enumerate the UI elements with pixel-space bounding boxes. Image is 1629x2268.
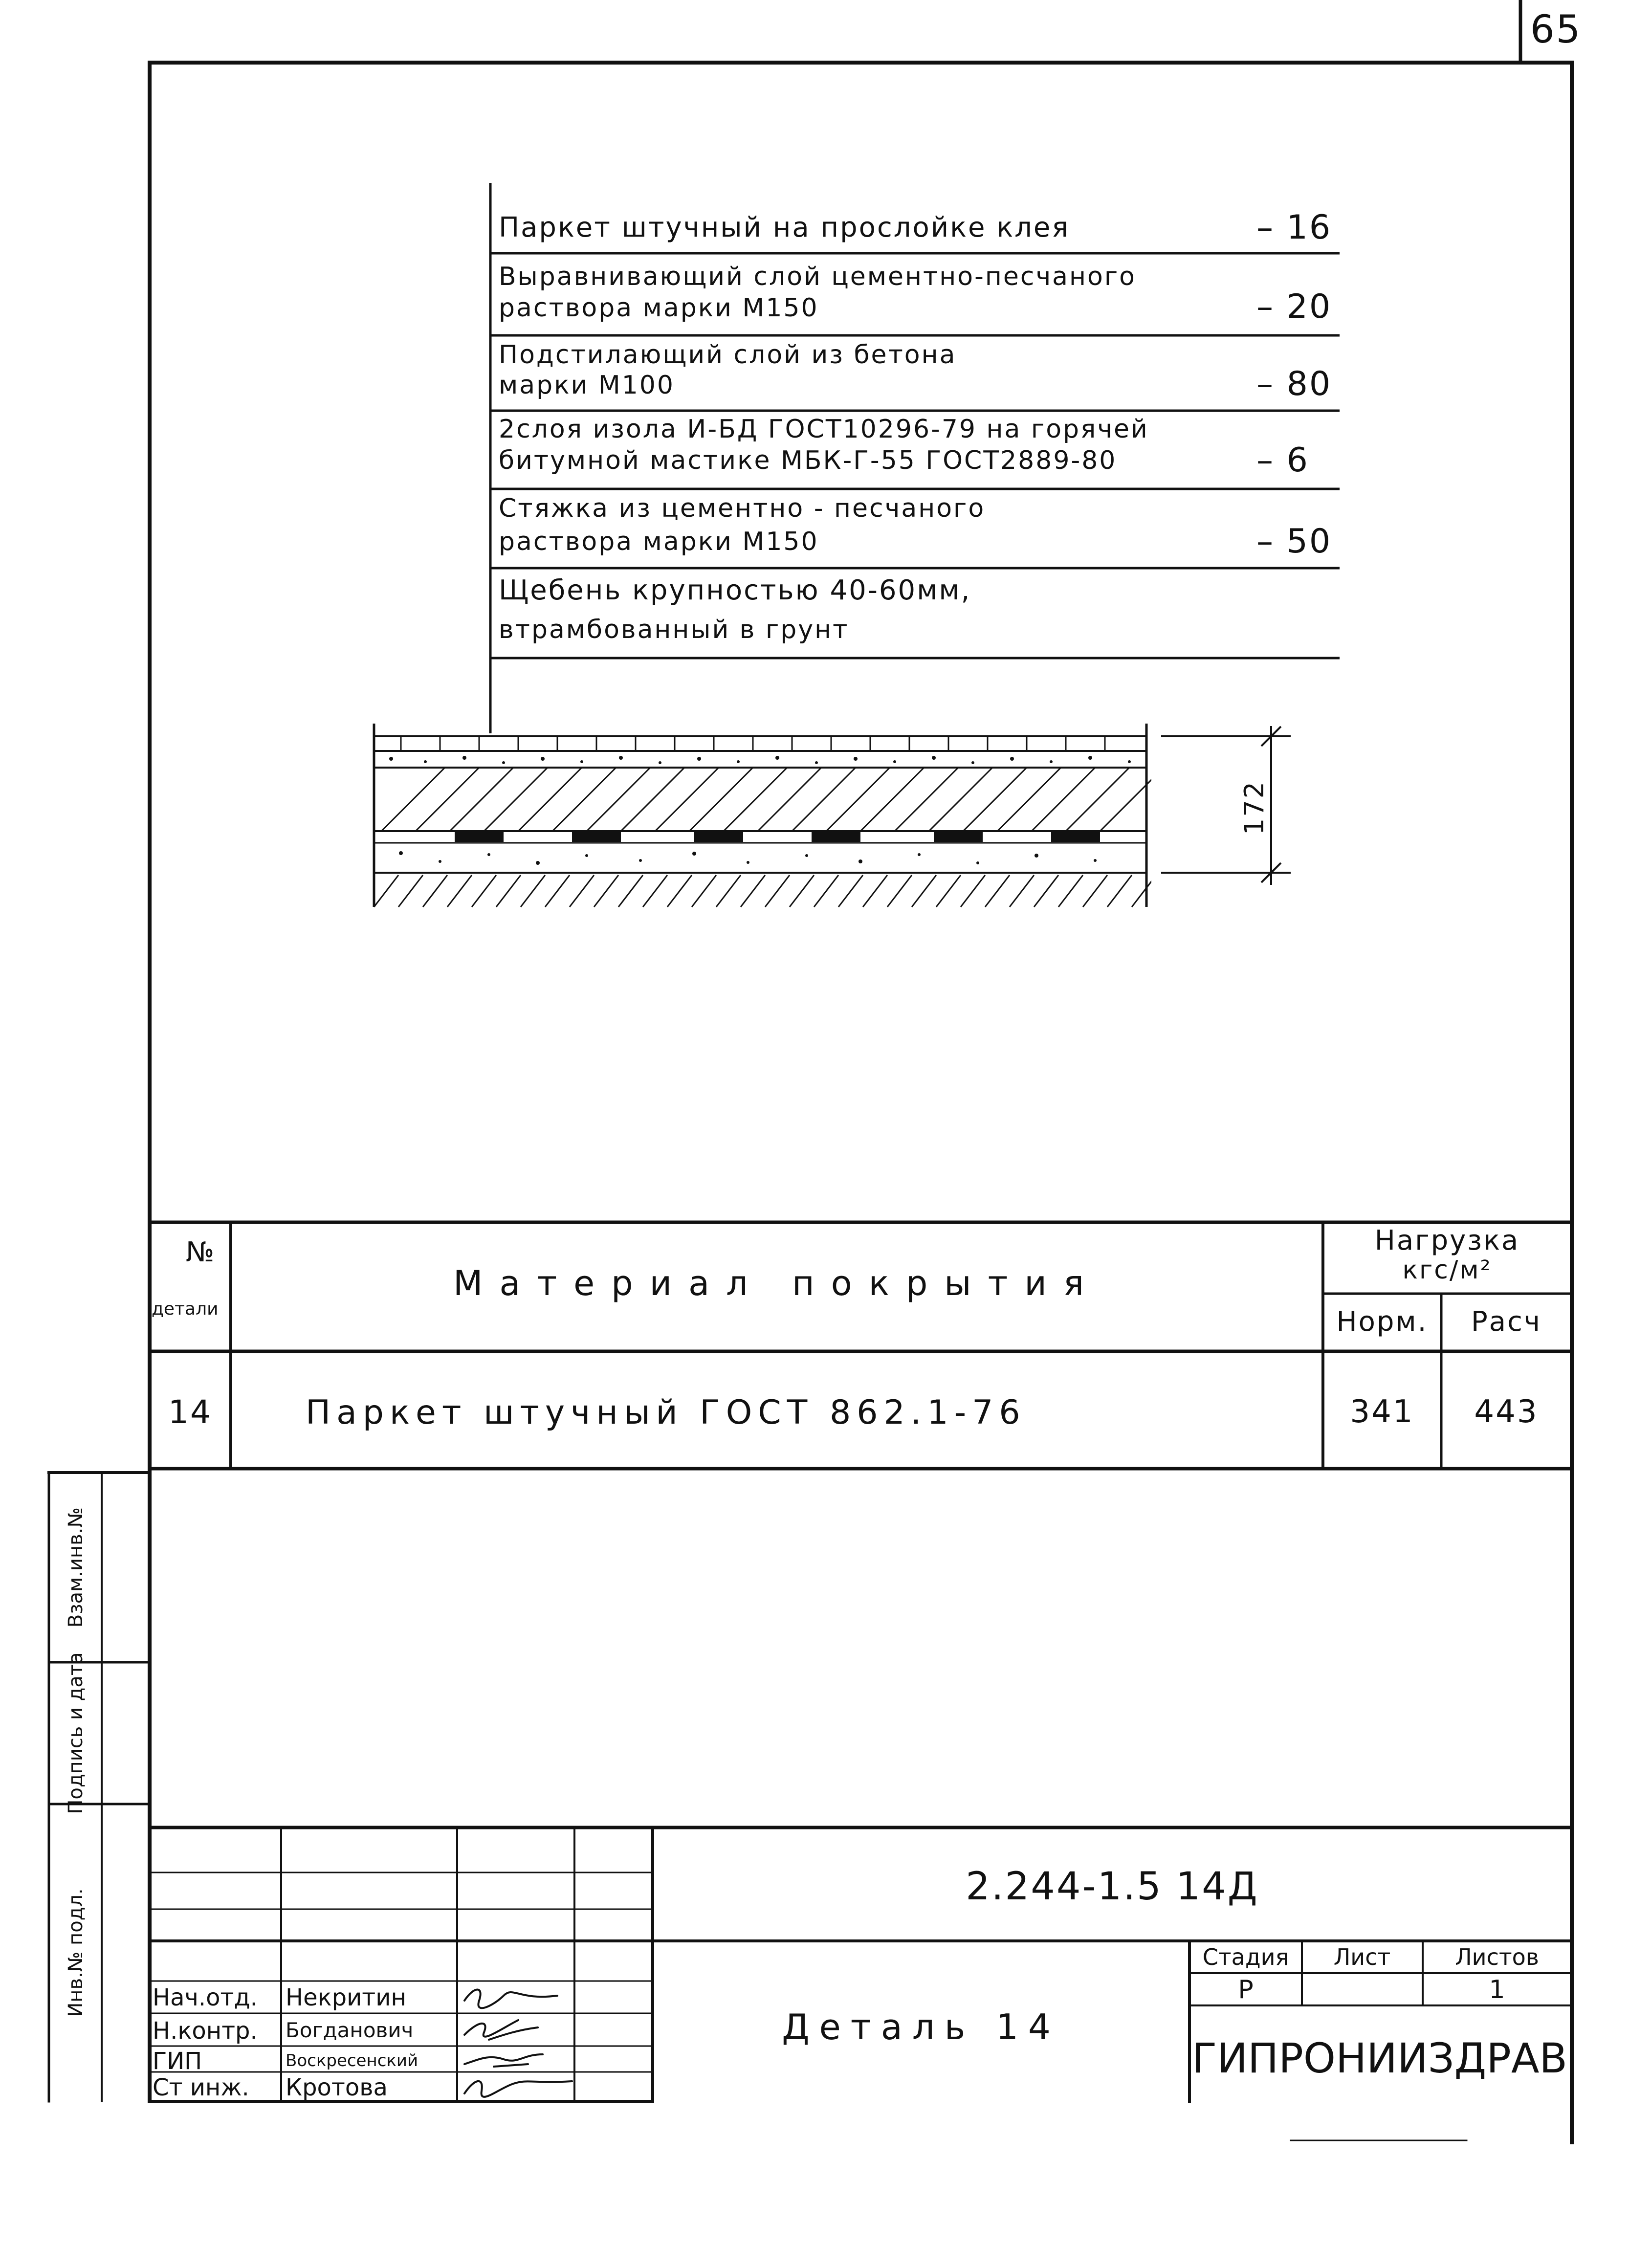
- row-calc: 443: [1474, 1394, 1539, 1430]
- layer-6-line-1: Щебень крупностью 40-60мм,: [499, 574, 971, 606]
- col-calc-header: Расч: [1471, 1306, 1541, 1338]
- layer-1-line-1: Паркет штучный на прослойке клея: [499, 212, 1070, 243]
- layer-4-line-2: битумной мастике МБК-Г-55 ГОСТ2889-80: [499, 446, 1117, 475]
- sheets-value: 1: [1489, 1975, 1505, 2004]
- row-number: 14: [168, 1393, 212, 1431]
- layer-3-line-2: марки М100: [499, 371, 675, 400]
- floor-section: [374, 736, 1164, 907]
- person-role: Н.контр.: [153, 2017, 258, 2045]
- stage-label: Стадия: [1202, 1944, 1289, 1970]
- person-role: ГИП: [153, 2048, 202, 2075]
- person-name: Некритин: [286, 1984, 406, 2011]
- stage-value: Р: [1238, 1975, 1254, 2004]
- side-sign-date: Подпись и дата: [65, 1652, 87, 1814]
- layer-4-line-1: 2слоя изола И-БД ГОСТ10296-79 на горячей: [499, 415, 1149, 444]
- dimension-value: 172: [1239, 780, 1270, 836]
- side-replace-inv: Взам.инв.№: [65, 1507, 87, 1628]
- col-number-header-sub: детали: [152, 1299, 219, 1319]
- sheets-label: Листов: [1455, 1944, 1539, 1970]
- organization-name: ГИПРОНИИЗДРАВ: [1191, 2034, 1568, 2082]
- row-norm: 341: [1350, 1394, 1414, 1430]
- signatures: [460, 1981, 577, 2103]
- layer-2-line-2: раствора марки М150: [499, 293, 819, 323]
- layer-5-thickness: – 50: [1256, 522, 1332, 561]
- col-number-header: №: [186, 1236, 216, 1268]
- document-code: 2.244-1.5 14Д: [966, 1865, 1259, 1909]
- layer-2-line-1: Выравнивающий слой цементно-песчаного: [499, 262, 1136, 291]
- layer-5-line-2: раствора марки М150: [499, 527, 819, 556]
- col-load-unit: кгс/м²: [1402, 1255, 1492, 1285]
- layer-3-thickness: – 80: [1256, 365, 1332, 403]
- layer-5-line-1: Стяжка из цементно - песчаного: [499, 494, 986, 523]
- person-name: Воскресенский: [286, 2051, 418, 2070]
- col-norm-header: Норм.: [1336, 1306, 1428, 1338]
- layer-3-line-1: Подстилающий слой из бетона: [499, 340, 957, 370]
- col-load-header: Нагрузка: [1374, 1225, 1520, 1256]
- side-orig-inv: Инв.№ подл.: [65, 1888, 87, 2017]
- layer-4-thickness: – 6: [1256, 441, 1309, 480]
- dimension-line: [1161, 726, 1291, 885]
- person-role: Ст инж.: [153, 2074, 249, 2101]
- person-name: Богданович: [286, 2018, 414, 2042]
- page-number: 65: [1530, 8, 1582, 52]
- person-name: Кротова: [286, 2074, 388, 2101]
- sheet-label: Лист: [1333, 1944, 1391, 1970]
- person-role: Нач.отд.: [153, 1984, 258, 2011]
- col-material-header: Материал покрытия: [453, 1263, 1101, 1303]
- row-material: Паркет штучный ГОСТ 862.1-76: [306, 1393, 1026, 1432]
- layer-2-thickness: – 20: [1256, 287, 1332, 326]
- sheet-title: Деталь 14: [782, 2006, 1060, 2048]
- layer-6-line-2: втрамбованный в грунт: [499, 615, 849, 644]
- layer-1-thickness: – 16: [1256, 208, 1332, 247]
